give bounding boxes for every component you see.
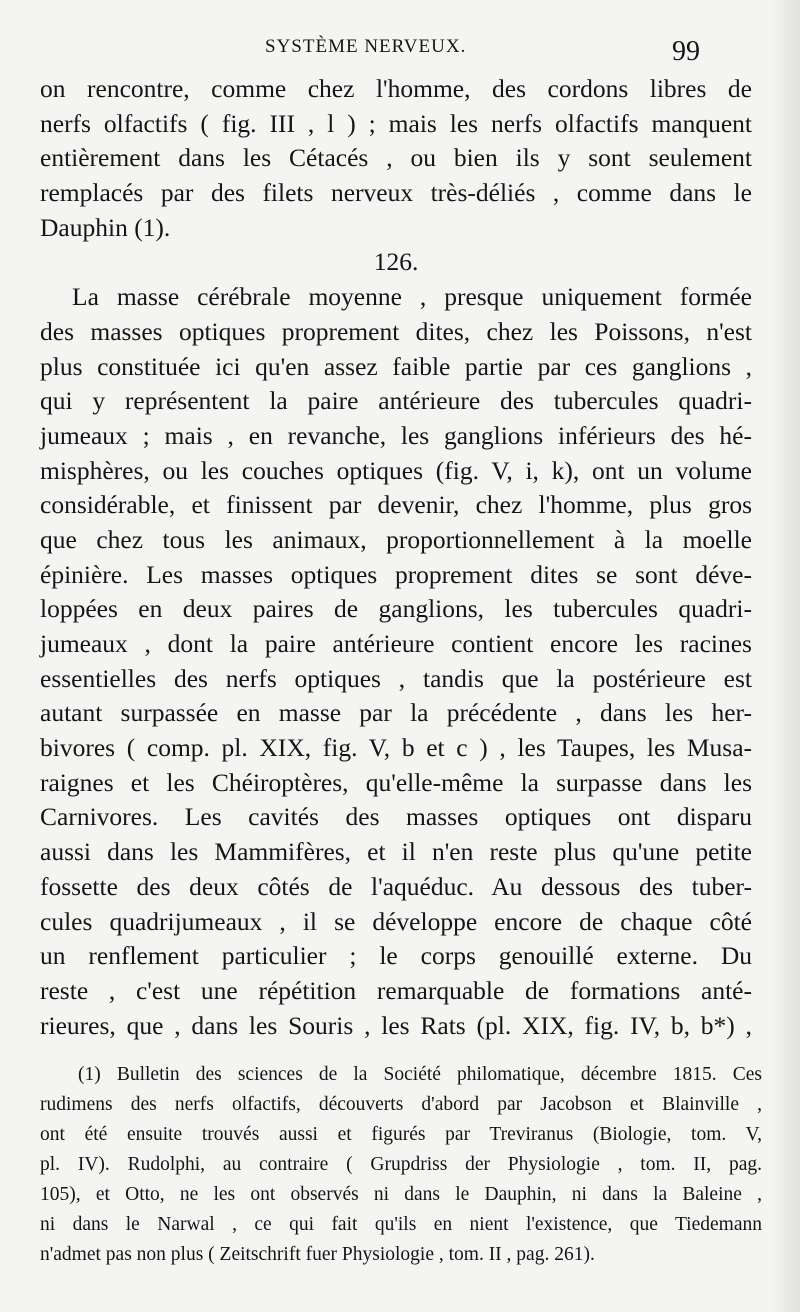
text-line: rieures, que , dans les Souris , les Rats (pl. XIX, fig. IV, b, b*) , [40,1010,752,1040]
text-line: qui y représentent la paire antérieure des tubercules quadri- [40,386,752,416]
body-text [40,72,752,1043]
text-line: que chez tous les animaux, proportionnellement à la moelle [40,524,752,554]
section-number: 126. [373,247,419,277]
text-line: jumeaux ; mais , en revanche, les ganglions inférieurs des hé- [40,420,752,450]
page-edge-shadow [770,0,800,1312]
footnote-line: pl. IV). Rudolphi, au contraire ( Grupdriss der Physiologie , tom. II, pag. [40,1154,762,1175]
text-line: essentielles des nerfs optiques , tandis que la postérieure est [40,663,752,693]
text-line: Carnivores. Les cavités des masses optiques ont disparu [40,802,752,832]
text-line: cules quadrijumeaux , il se développe encore de chaque côté [40,906,752,936]
footnote-line: (1) Bulletin des sciences de la Société philomatique, décembre 1815. Ces [78,1064,762,1085]
text-line: entièrement dans les Cétacés , ou bien ils y sont seulement [40,143,752,173]
text-line: considérable, et finissent par devenir, chez l'homme, plus gros [40,490,752,520]
footnotes [40,1060,762,1270]
footnote-line: 105), et Otto, ne les ont observés ni dans le Dauphin, ni dans la Baleine , [40,1184,762,1205]
text-line: autant surpassée en masse par la précédente , dans les her- [40,698,752,728]
text-line: reste , c'est une répétition remarquable de formations anté- [40,975,752,1005]
text-line: un renflement particulier ; le corps genouillé externe. Du [40,941,752,971]
text-line: misphères, ou les couches optiques (fig. V, i, k), ont un volume [40,455,752,485]
text-line: loppées en deux paires de ganglions, les tubercules quadri- [40,594,752,624]
running-head: SYSTÈME NERVEUX. [265,36,467,57]
text-line: remplacés par des filets nerveux très-déliés , comme dans le [40,178,752,208]
text-line: raignes et les Chéiroptères, qu'elle-même la surpasse dans les [40,767,752,797]
footnote-line: ni dans le Narwal , ce qui fait qu'ils en nient l'existence, que Tiedemann [40,1214,762,1235]
text-line: jumeaux , dont la paire antérieure contient encore les racines [40,629,752,658]
page-header [0,30,800,70]
text-line: La masse cérébrale moyenne , presque uniquement formée [72,282,752,312]
page-number: 99 [672,36,700,67]
footnote-line: rudimens des nerfs olfactifs, découverts d'abord par Jacobson et Blainville , [40,1094,762,1115]
text-line: nerfs olfactifs ( fig. III , l ) ; mais les nerfs olfactifs manquent [40,108,752,138]
text-line: des masses optiques proprement dites, chez les Poissons, n'est [40,316,752,346]
footnote-line: ont été ensuite trouvés aussi et figurés par Treviranus (Biologie, tom. V, [40,1124,762,1145]
text-line: plus constituée ici qu'en assez faible partie par ces ganglions , [40,351,752,381]
text-line: épinière. Les masses optiques proprement dites se sont déve- [40,559,752,589]
text-line: fossette des deux côtés de l'aquéduc. Au dessous des tuber- [40,871,752,901]
text-line: aussi dans les Mammifères, et il n'en reste plus qu'une petite [40,837,752,867]
text-line: bivores ( comp. pl. XIX, fig. V, b et c ) , les Taupes, les Musa- [40,733,752,763]
text-line: on rencontre, comme chez l'homme, des cordons libres de [40,74,752,103]
text-line: Dauphin (1). [40,212,171,242]
footnote-line: n'admet pas non plus ( Zeitschrift fuer Physiologie , tom. II , pag. 261). [40,1244,595,1265]
